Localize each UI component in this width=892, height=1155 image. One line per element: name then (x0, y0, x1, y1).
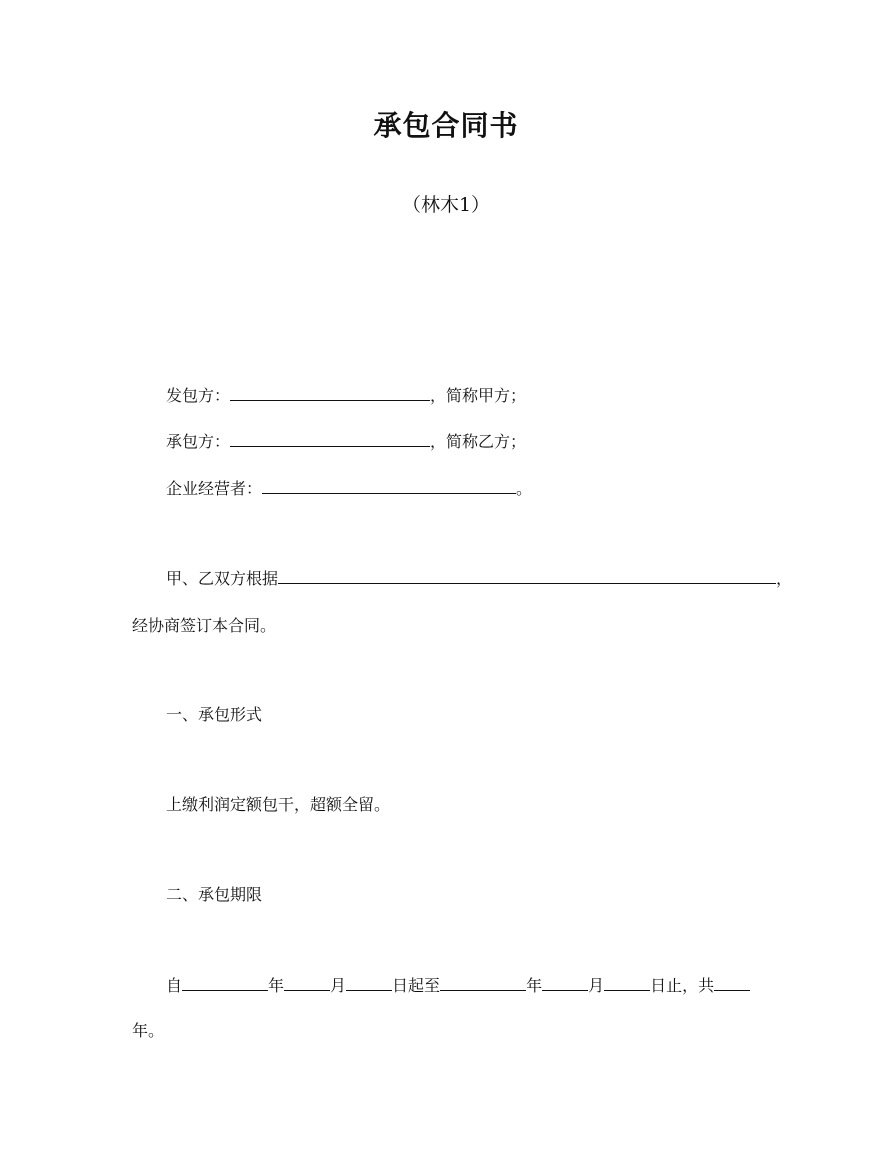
employer-suffix: ，简称甲方； (430, 386, 527, 405)
term-day-start-label: 日起至 (392, 976, 441, 995)
document-subtitle: （林木1） (401, 194, 491, 216)
operator-blank[interactable] (262, 479, 516, 494)
start-year-blank[interactable] (182, 976, 268, 991)
end-month-blank[interactable] (542, 976, 588, 991)
contractor-label: 承包方： (166, 432, 231, 451)
end-year-blank[interactable] (440, 976, 526, 991)
term-from: 自 (166, 976, 183, 995)
operator-suffix: 。 (516, 479, 533, 498)
start-month-blank[interactable] (284, 976, 330, 991)
section2-heading: 二、承包期限 (166, 885, 263, 904)
operator-line (166, 479, 532, 499)
employer-blank[interactable] (230, 386, 430, 401)
contractor-suffix: ，简称乙方； (430, 432, 527, 451)
operator-label: 企业经营者： (166, 479, 263, 498)
contractor-blank[interactable] (230, 432, 430, 447)
preamble-continuation: 经协商签订本合同。 (132, 616, 277, 635)
contractor-line (166, 432, 526, 452)
preamble-basis-blank[interactable] (278, 569, 776, 584)
preamble-line (166, 569, 792, 589)
employer-label: 发包方： (166, 386, 231, 405)
section1-heading: 一、承包形式 (166, 705, 263, 724)
term-month-label: 月 (330, 976, 347, 995)
end-day-blank[interactable] (604, 976, 650, 991)
employer-line (166, 386, 526, 406)
term-line (166, 976, 750, 996)
total-years-blank[interactable] (714, 976, 750, 991)
start-day-blank[interactable] (346, 976, 392, 991)
preamble-lead: 甲、乙双方根据 (166, 569, 279, 588)
term-day-end-label: 日止，共 (650, 976, 715, 995)
section1-body: 上缴利润定额包干，超额全留。 (166, 795, 391, 814)
term-year-label: 年 (268, 976, 285, 995)
term-total-years: 年。 (132, 1021, 165, 1040)
term-year2-label: 年 (526, 976, 543, 995)
term-month2-label: 月 (588, 976, 605, 995)
preamble-comma: ， (776, 569, 793, 588)
document-title: 承包合同书 (373, 109, 519, 142)
